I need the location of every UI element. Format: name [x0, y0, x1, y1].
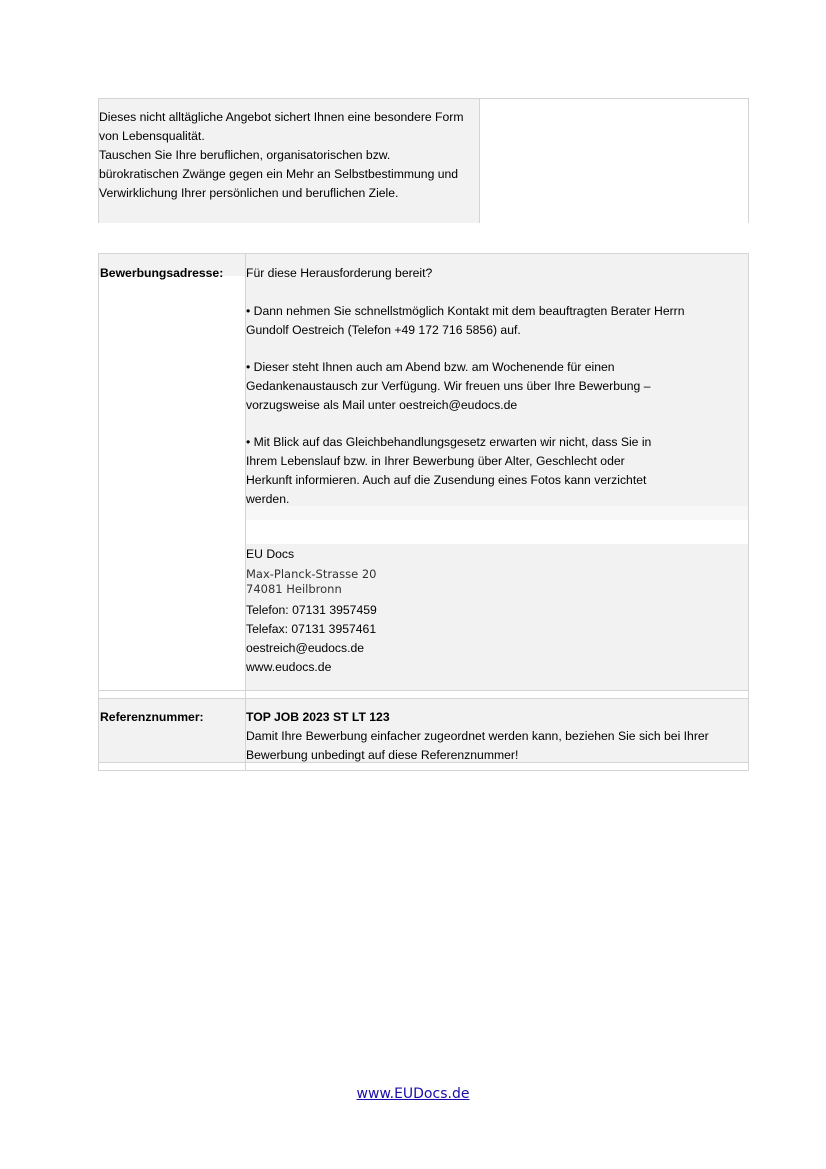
company-web: www.eudocs.de	[246, 660, 332, 674]
footer-link[interactable]: www.EUDocs.de	[356, 1086, 470, 1102]
bullet-line: werden.	[246, 492, 290, 506]
intro-line: Tauschen Sie Ihre beruflichen, organisatorischen bzw.	[99, 148, 391, 162]
reference-note: Damit Ihre Bewerbung einfacher zugeordnet werden kann, beziehen Sie sich bei Ihrer	[246, 729, 709, 743]
company-phone: Telefon: 07131 3957459	[246, 603, 377, 617]
bullet-line: • Dieser steht Ihnen auch am Abend bzw. am Wochenende für einen	[246, 360, 615, 374]
intro-line: von Lebensqualität.	[99, 129, 205, 143]
reference-note: Bewerbung unbedingt auf diese Referenznummer!	[246, 748, 519, 762]
company-street: Max-Planck-Strasse 20	[246, 567, 377, 581]
company-city: 74081 Heilbronn	[246, 582, 342, 596]
application-lead: Für diese Herausforderung bereit?	[246, 266, 433, 280]
bullet-line: Gedankenaustausch zur Verfügung. Wir freuen uns über Ihre Bewerbung –	[246, 379, 651, 393]
intro-line: Dieses nicht alltägliche Angebot sichert Ihnen eine besondere Form	[99, 110, 464, 124]
bullet-line: • Mit Blick auf das Gleichbehandlungsgesetz erwarten wir nicht, dass Sie in	[246, 435, 652, 449]
reference-label: Referenznummer:	[100, 710, 204, 724]
intro-line: Verwirklichung Ihrer persönlichen und beruflichen Ziele.	[99, 186, 399, 200]
application-table	[98, 253, 749, 771]
application-label: Bewerbungsadresse:	[100, 266, 224, 280]
bullet-line: Gundolf Oestreich (Telefon +49 172 716 5856) auf.	[246, 323, 521, 337]
bullet-line: vorzugsweise als Mail unter oestreich@eudocs.de	[246, 398, 518, 412]
bullet-line: Herkunft informieren. Auch auf die Zusendung eines Fotos kann verzichtet	[246, 473, 647, 487]
intro-text-cell	[99, 99, 480, 223]
reference-number: TOP JOB 2023 ST LT 123	[246, 710, 390, 724]
intro-box	[98, 98, 749, 223]
company-name: EU Docs	[246, 547, 295, 561]
company-fax: Telefax: 07131 3957461	[246, 622, 377, 636]
bullet-line: • Dann nehmen Sie schnellstmöglich Kontakt mit dem beauftragten Berater Herrn	[246, 304, 685, 318]
bullet-line: Ihrem Lebenslauf bzw. in Ihrer Bewerbung über Alter, Geschlecht oder	[246, 454, 625, 468]
company-email: oestreich@eudocs.de	[246, 641, 365, 655]
intro-line: bürokratischen Zwänge gegen ein Mehr an Selbstbestimmung und	[99, 167, 459, 181]
